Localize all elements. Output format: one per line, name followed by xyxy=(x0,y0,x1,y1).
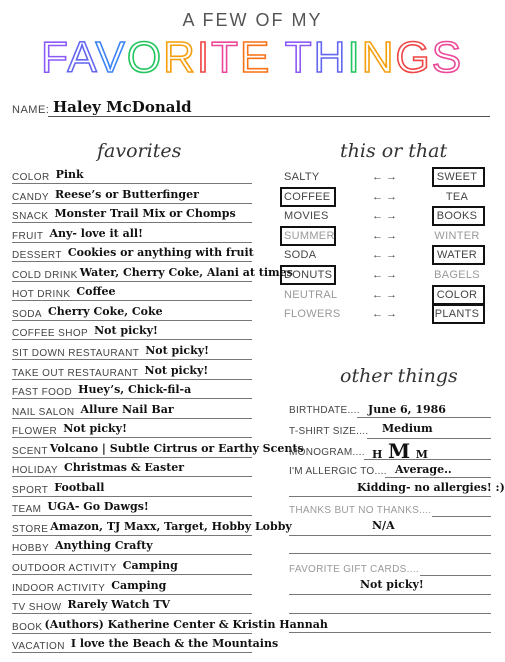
tshirt-label: T-SHIRT SIZE.... xyxy=(289,426,369,437)
favorite-value: Pink xyxy=(55,168,84,181)
tot-left-6: NEUTRAL xyxy=(284,288,338,301)
favorite-value: Cherry Coke, Coke xyxy=(47,304,163,318)
tot-left-1: COFFEE xyxy=(284,190,331,203)
tot-arrows-icon: ← → xyxy=(372,249,398,262)
tot-left-4: SODA xyxy=(284,249,317,262)
monogram-label: MONOGRAM.... xyxy=(289,447,365,458)
favorite-line xyxy=(12,339,252,340)
favorite-value: Cookies or anything with fruit xyxy=(67,246,254,260)
favorite-line xyxy=(12,398,252,399)
tot-arrows-icon: ← → xyxy=(372,269,398,281)
tot-right-3: WINTER xyxy=(434,229,480,242)
favorite-value: Anything Crafty xyxy=(55,539,153,553)
allergic-line xyxy=(385,477,491,478)
favorite-line xyxy=(12,633,252,634)
tot-arrows-icon: ← → xyxy=(372,210,398,223)
gift-cards-line-4 xyxy=(289,632,491,633)
this-or-that-title: this or that xyxy=(340,140,448,162)
favorite-line xyxy=(12,613,252,614)
thanks-line xyxy=(432,516,491,517)
tot-arrows-icon: ← → xyxy=(372,288,398,301)
favorite-value: Coffee xyxy=(76,285,116,299)
favorite-label: HOBBY xyxy=(12,543,50,555)
favorite-label: HOT DRINK xyxy=(12,289,71,301)
favorite-value: Not picky! xyxy=(145,343,209,357)
tshirt-value: Medium xyxy=(382,422,433,435)
thanks-value: N/A xyxy=(372,519,395,532)
favorite-label: CANDY xyxy=(12,191,50,203)
allergic-value-2: Kidding- no allergies! :) xyxy=(357,481,505,494)
favorite-value: UGA- Go Dawgs! xyxy=(47,500,149,514)
favorite-line xyxy=(12,242,252,243)
favorite-label: FAST FOOD xyxy=(12,387,73,399)
favorite-value: Camping xyxy=(122,559,178,572)
favorite-line xyxy=(12,261,252,262)
favorite-value: Allure Nail Bar xyxy=(80,402,174,416)
favorite-value: I love the Beach & the Mountains xyxy=(70,637,279,651)
tot-selected-box xyxy=(432,206,485,226)
monogram-first: H xyxy=(372,448,383,461)
favorite-label: TEAM xyxy=(12,504,42,516)
favorite-line xyxy=(12,535,252,536)
favorites-title: favorites xyxy=(97,140,182,162)
monogram-last: M xyxy=(415,448,428,461)
favorite-line xyxy=(12,476,252,477)
gift-cards-label: FAVORITE GIFT CARDS.... xyxy=(289,564,419,575)
favorite-line xyxy=(12,379,252,380)
tot-selected-box xyxy=(432,245,485,265)
favorite-label: STORE xyxy=(12,523,49,535)
thanks-label: THANKS BUT NO THANKS.... xyxy=(289,505,432,516)
favorite-label: COFFEE SHOP xyxy=(12,328,89,340)
favorite-line xyxy=(12,222,252,223)
monogram-value xyxy=(372,439,428,463)
favorite-label: COLOR xyxy=(12,172,50,183)
favorite-line xyxy=(12,281,252,282)
favorite-label: TAKE OUT RESTAURANT xyxy=(12,367,139,379)
favorite-value: Christmas & Easter xyxy=(63,461,185,475)
favorite-label: SODA xyxy=(12,308,42,320)
favorite-line xyxy=(12,652,252,653)
tot-selected-box xyxy=(432,304,485,324)
name-line xyxy=(48,116,490,117)
gift-cards-value: Not picky! xyxy=(360,578,424,591)
tot-selected-box xyxy=(280,187,336,207)
birthdate-value: June 6, 1986 xyxy=(368,403,446,416)
tot-left-3: SUMMER xyxy=(284,229,335,242)
tot-selected-box xyxy=(432,285,485,305)
favorite-line xyxy=(12,320,252,321)
tot-left-5: DONUTS xyxy=(284,269,333,281)
gift-cards-line xyxy=(420,575,491,576)
tot-selected-box xyxy=(432,167,485,187)
favorite-value: Not picky! xyxy=(144,363,209,377)
header-title xyxy=(0,34,505,84)
favorite-line xyxy=(12,300,252,301)
favorite-line xyxy=(12,496,252,497)
tot-arrows-icon: ← → xyxy=(372,190,398,203)
favorite-label: DESSERT xyxy=(12,250,62,262)
thanks-line-2 xyxy=(289,535,491,536)
favorite-value: Football xyxy=(54,480,105,494)
favorite-label: OUTDOOR ACTIVITY xyxy=(12,563,117,574)
favorite-line xyxy=(12,359,252,360)
allergic-line-2 xyxy=(289,496,491,497)
favorite-value: Not picky! xyxy=(63,422,127,436)
favorite-label: HOLIDAY xyxy=(12,465,58,477)
header-title-text: FAVORITE THINGS xyxy=(40,34,464,82)
allergic-label: I'M ALLERGIC TO.... xyxy=(289,466,387,477)
tot-right-5: BAGELS xyxy=(434,269,480,281)
favorite-value: Reese’s or Butterfinger xyxy=(55,187,199,201)
favorite-label: BOOK xyxy=(12,621,43,633)
favorite-line xyxy=(12,418,252,419)
thanks-line-3 xyxy=(289,553,491,554)
favorite-label: SPORT xyxy=(12,484,49,496)
tot-selected-box xyxy=(280,226,336,246)
favorite-label: INDOOR ACTIVITY xyxy=(12,582,106,594)
favorite-value: Monster Trail Mix or Chomps xyxy=(54,207,236,221)
favorite-value: Volcano | Subtle Cirtrus or Earthy Scents xyxy=(49,441,304,455)
favorite-value: Camping xyxy=(111,578,167,592)
favorite-value: Not picky! xyxy=(94,324,158,338)
favorite-label: NAIL SALON xyxy=(12,406,75,418)
favorite-line xyxy=(12,574,252,575)
birthdate-label: BIRTHDATE.... xyxy=(289,405,360,416)
favorite-value: Amazon, TJ Maxx, Target, Hobby Lobby xyxy=(50,519,292,533)
favorite-line xyxy=(12,515,252,516)
tot-arrows-icon: ← → xyxy=(372,229,398,242)
tot-left-7: FLOWERS xyxy=(284,308,341,321)
favorite-value: Huey’s, Chick-fil-a xyxy=(78,383,192,397)
gift-cards-line-3 xyxy=(289,613,491,614)
tot-arrows-icon: ← → xyxy=(372,171,398,183)
favorite-label: VACATION xyxy=(12,641,65,653)
favorite-value: Any- love it all! xyxy=(49,226,143,240)
other-things-title: other things xyxy=(340,365,458,387)
favorite-label: SNACK xyxy=(12,211,49,223)
favorite-label: FLOWER xyxy=(12,426,58,438)
tot-right-2: BOOKS xyxy=(436,210,478,223)
tot-right-1: TEA xyxy=(445,190,469,203)
favorite-label: COLD DRINK xyxy=(12,269,78,281)
favorite-line xyxy=(12,203,252,204)
allergic-value: Average.. xyxy=(395,463,452,476)
favorite-label: SCENT xyxy=(12,445,48,457)
favorite-value: Rarely Watch TV xyxy=(67,598,171,612)
tot-left-2: MOVIES xyxy=(284,210,329,223)
favorite-line xyxy=(12,183,252,184)
header-top-text: A FEW OF MY xyxy=(182,10,323,30)
favorite-value: (Authors) Katherine Center & Kristin Hannah xyxy=(44,617,328,631)
tot-arrows-icon: ← → xyxy=(372,308,398,321)
favorite-line xyxy=(12,594,252,595)
name-label: NAME: xyxy=(12,104,50,116)
favorite-line xyxy=(12,437,252,438)
favorite-line xyxy=(12,554,252,555)
tot-left-0: SALTY xyxy=(284,171,320,183)
tot-right-4: WATER xyxy=(437,249,477,262)
tot-selected-box xyxy=(280,265,336,285)
tot-right-6: COLOR xyxy=(436,288,478,301)
favorite-value: Water, Cherry Coke, Alani at times xyxy=(79,265,293,279)
tot-right-0: SWEET xyxy=(436,171,478,183)
monogram-middle: M xyxy=(387,439,411,463)
favorite-line xyxy=(12,457,252,458)
favorite-label: TV SHOW xyxy=(12,602,62,614)
favorite-label: FRUIT xyxy=(12,230,44,242)
tot-right-7: PLANTS xyxy=(434,308,480,321)
birthdate-line xyxy=(357,417,491,418)
name-value: Haley McDonald xyxy=(53,98,192,116)
favorite-label: SIT DOWN RESTAURANT xyxy=(12,347,140,359)
gift-cards-line-2 xyxy=(289,594,491,595)
